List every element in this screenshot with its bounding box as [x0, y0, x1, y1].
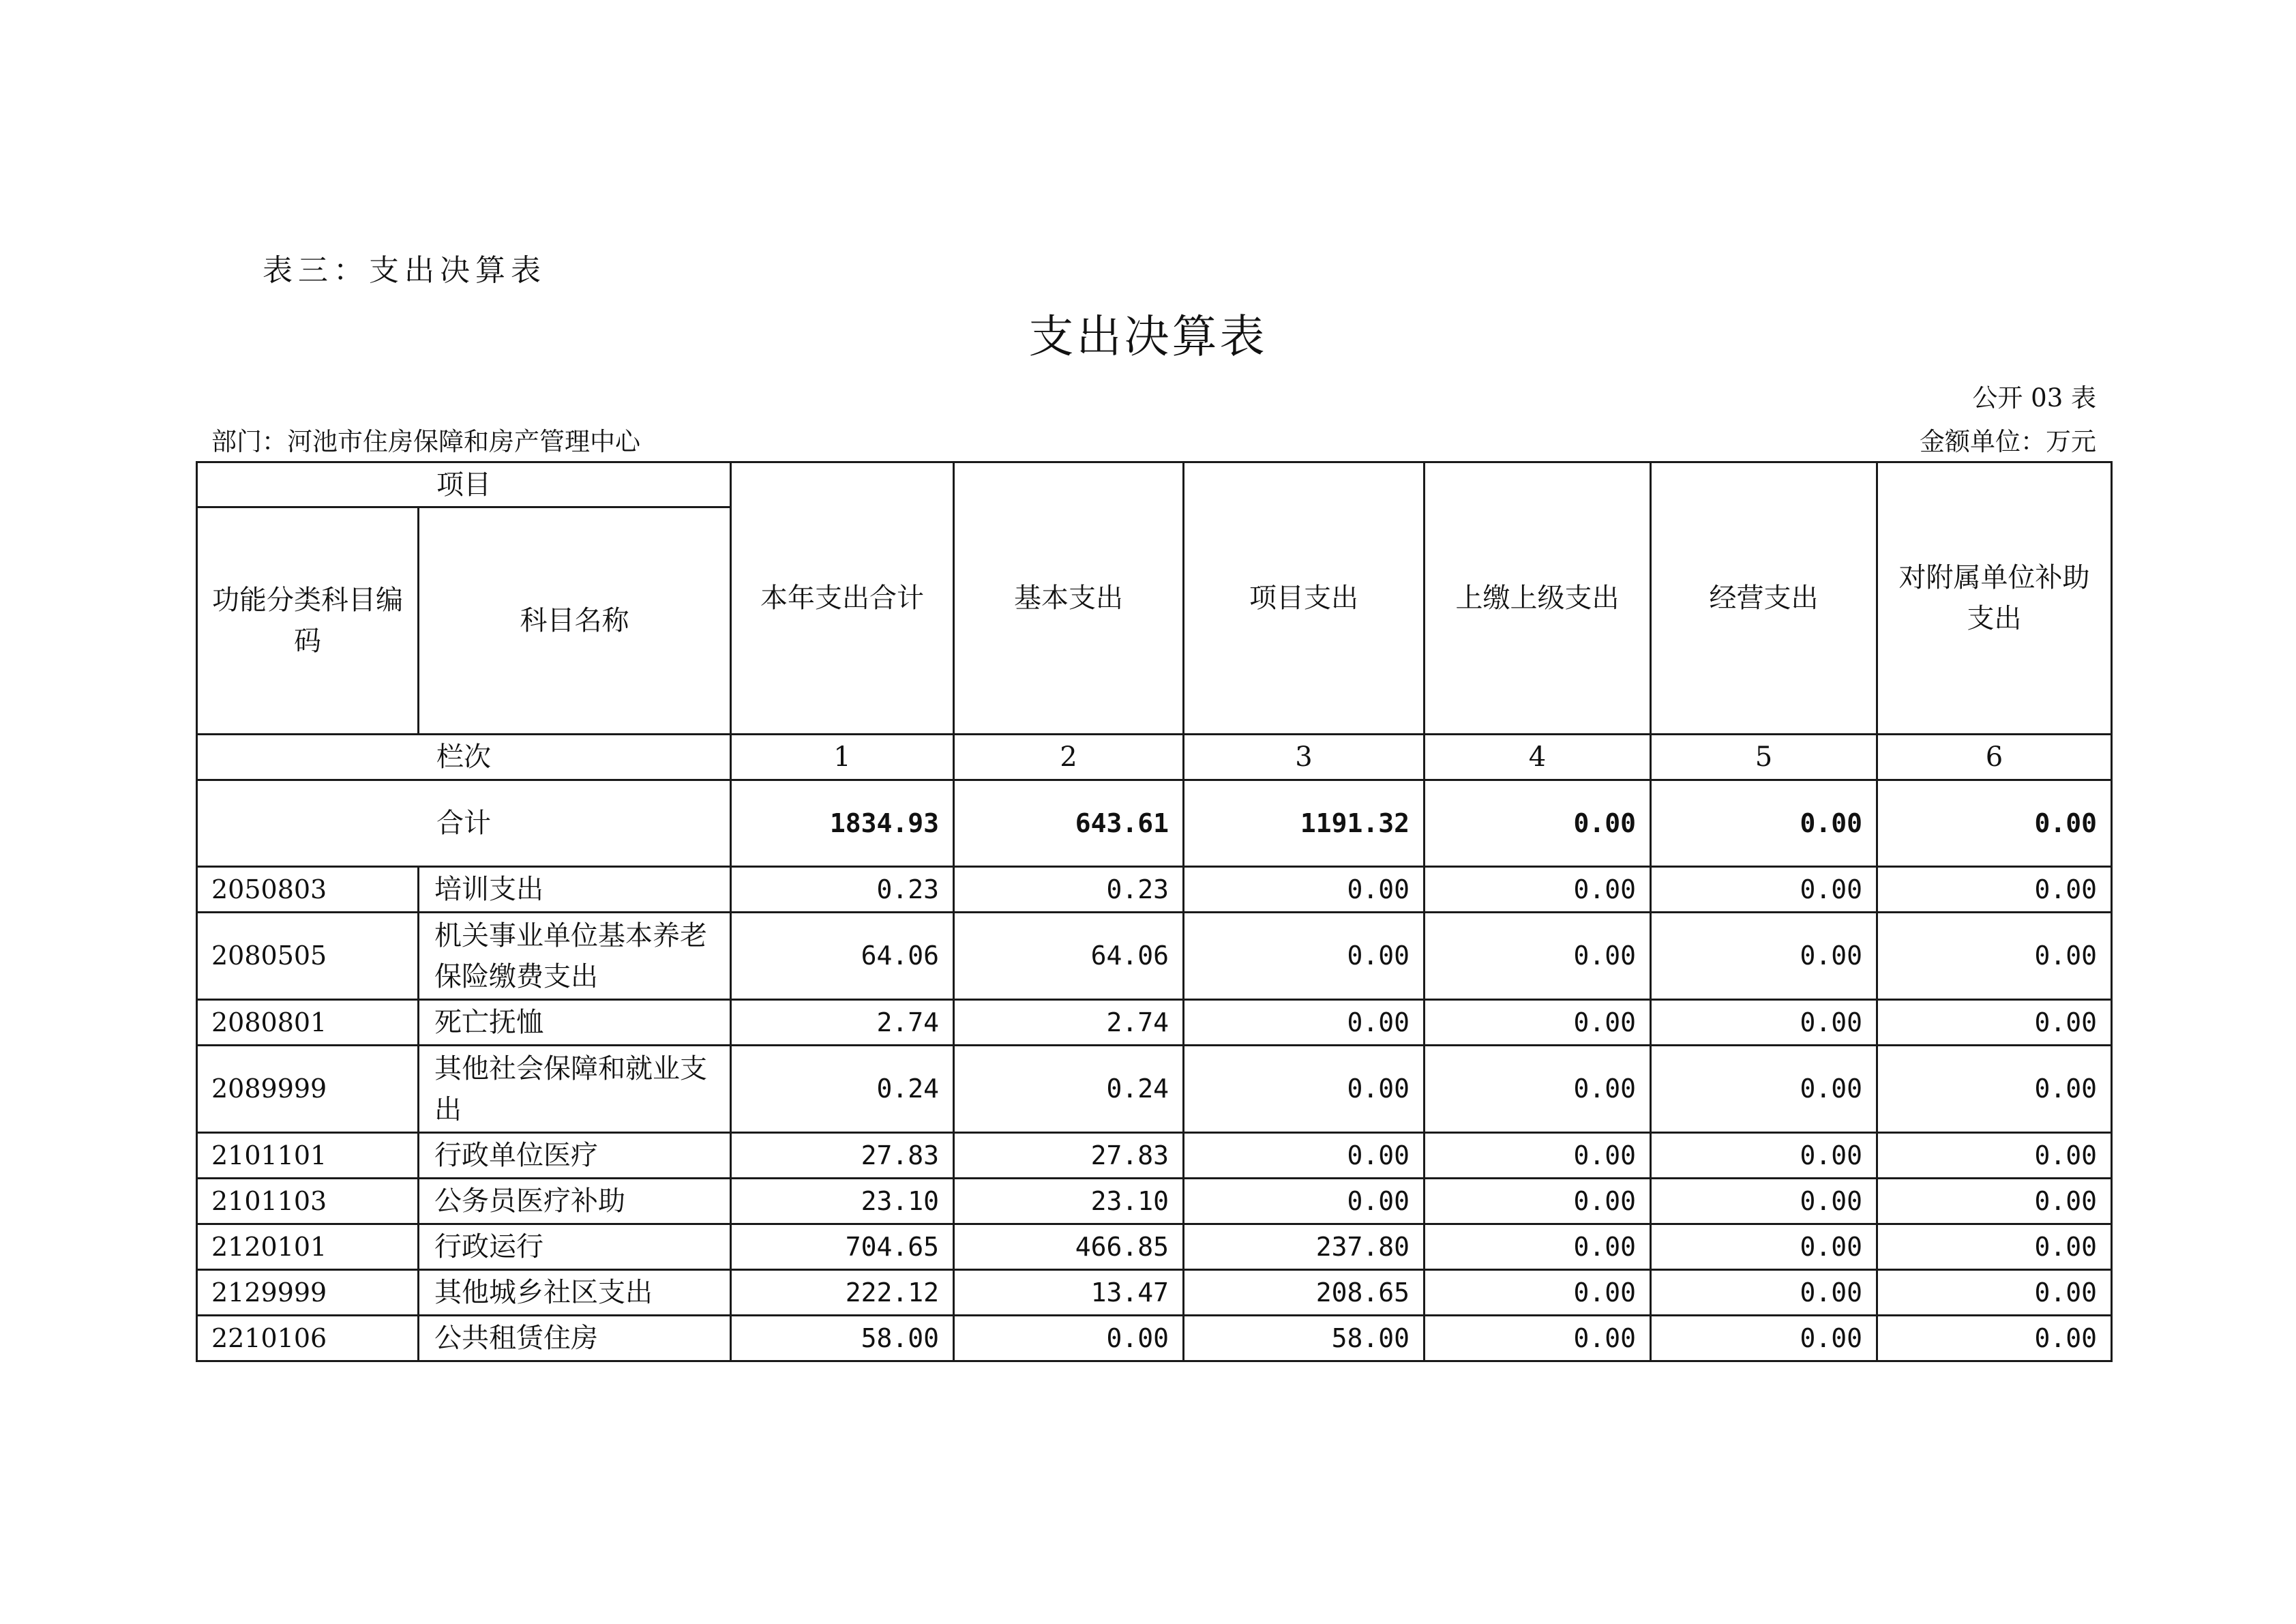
amount-cell: 27.83 [954, 1133, 1184, 1179]
amount-unit-label: 金额单位：万元 [1920, 427, 2096, 456]
amount-cell: 0.00 [1184, 867, 1425, 913]
column-index: 3 [1184, 735, 1425, 780]
account-name: 行政单位医疗 [419, 1133, 731, 1179]
header-code: 功能分类科目编码 [197, 507, 419, 735]
amount-cell: 23.10 [954, 1179, 1184, 1224]
amount-cell: 0.24 [954, 1046, 1184, 1133]
amount-cell: 0.00 [1651, 1133, 1877, 1179]
amount-cell: 23.10 [731, 1179, 954, 1224]
account-code: 2080801 [197, 1000, 419, 1046]
amount-cell: 0.00 [1425, 867, 1651, 913]
amount-cell: 0.23 [954, 867, 1184, 913]
amount-cell: 13.47 [954, 1270, 1184, 1316]
amount-cell: 0.00 [1877, 1179, 2112, 1224]
total-value: 1191.32 [1184, 780, 1425, 867]
account-code: 2050803 [197, 867, 419, 913]
amount-cell: 0.00 [1877, 1224, 2112, 1270]
amount-cell: 0.00 [1425, 1224, 1651, 1270]
amount-cell: 64.06 [954, 913, 1184, 1000]
account-code: 2089999 [197, 1046, 419, 1133]
page-title: 支出决算表 [1028, 310, 1268, 363]
table-row [197, 913, 2112, 1000]
total-value: 0.00 [1877, 780, 2112, 867]
table-row [197, 1000, 2112, 1046]
amount-cell: 2.74 [954, 1000, 1184, 1046]
amount-cell: 2.74 [731, 1000, 954, 1046]
header-item: 项目 [197, 462, 731, 507]
account-name: 行政运行 [419, 1224, 731, 1270]
table-row [197, 1316, 2112, 1361]
amount-cell: 0.00 [1651, 1270, 1877, 1316]
amount-cell: 0.00 [1877, 1133, 2112, 1179]
table-row [197, 1224, 2112, 1270]
header-basic: 基本支出 [954, 462, 1184, 735]
header-project: 项目支出 [1184, 462, 1425, 735]
account-name: 培训支出 [419, 867, 731, 913]
column-index: 6 [1877, 735, 2112, 780]
amount-cell: 0.00 [1425, 1133, 1651, 1179]
column-index: 1 [731, 735, 954, 780]
amount-cell: 0.24 [731, 1046, 954, 1133]
amount-cell: 64.06 [731, 913, 954, 1000]
account-name: 其他城乡社区支出 [419, 1270, 731, 1316]
amount-cell: 0.00 [1425, 1316, 1651, 1361]
table-row [197, 867, 2112, 913]
header-subsidy: 对附属单位补助支出 [1877, 462, 2112, 735]
amount-cell: 0.00 [1184, 1046, 1425, 1133]
amount-cell: 0.00 [1425, 1270, 1651, 1316]
amount-cell: 27.83 [731, 1133, 954, 1179]
amount-cell: 0.00 [1425, 1046, 1651, 1133]
total-value: 643.61 [954, 780, 1184, 867]
amount-cell: 0.00 [1425, 1000, 1651, 1046]
header-total: 本年支出合计 [731, 462, 954, 735]
amount-cell: 0.00 [1877, 913, 2112, 1000]
account-name: 机关事业单位基本养老保险缴费支出 [419, 913, 731, 1000]
column-index: 4 [1425, 735, 1651, 780]
table-row [197, 1179, 2112, 1224]
amount-cell: 0.00 [1184, 913, 1425, 1000]
amount-cell: 0.23 [731, 867, 954, 913]
amount-cell: 58.00 [731, 1316, 954, 1361]
amount-cell: 237.80 [1184, 1224, 1425, 1270]
account-code: 2120101 [197, 1224, 419, 1270]
account-name: 公共租赁住房 [419, 1316, 731, 1361]
amount-cell: 0.00 [1425, 913, 1651, 1000]
amount-cell: 0.00 [1651, 1224, 1877, 1270]
account-code: 2101103 [197, 1179, 419, 1224]
total-value: 0.00 [1425, 780, 1651, 867]
amount-cell: 0.00 [1425, 1179, 1651, 1224]
header-name: 科目名称 [419, 507, 731, 735]
amount-cell: 0.00 [1184, 1133, 1425, 1179]
table-caption: 表三：支出决算表 [263, 253, 546, 288]
total-label: 合计 [197, 780, 731, 867]
account-code: 2210106 [197, 1316, 419, 1361]
account-name: 死亡抚恤 [419, 1000, 731, 1046]
amount-cell: 0.00 [1877, 1046, 2112, 1133]
column-index-label: 栏次 [197, 735, 731, 780]
column-index: 5 [1651, 735, 1877, 780]
amount-cell: 0.00 [1651, 1046, 1877, 1133]
account-code: 2101101 [197, 1133, 419, 1179]
amount-cell: 0.00 [1877, 1270, 2112, 1316]
amount-cell: 0.00 [1651, 1316, 1877, 1361]
header-business: 经营支出 [1651, 462, 1877, 735]
total-row [197, 780, 2112, 867]
table-row [197, 1270, 2112, 1316]
amount-cell: 704.65 [731, 1224, 954, 1270]
amount-cell: 0.00 [1877, 867, 2112, 913]
amount-cell: 0.00 [1651, 1000, 1877, 1046]
expenditure-table [196, 461, 2113, 1362]
account-code: 2129999 [197, 1270, 419, 1316]
table-row [197, 1133, 2112, 1179]
account-name: 公务员医疗补助 [419, 1179, 731, 1224]
amount-cell: 208.65 [1184, 1270, 1425, 1316]
amount-cell: 0.00 [1651, 867, 1877, 913]
total-value: 0.00 [1651, 780, 1877, 867]
form-number: 公开 03 表 [1972, 383, 2096, 413]
amount-cell: 222.12 [731, 1270, 954, 1316]
total-value: 1834.93 [731, 780, 954, 867]
amount-cell: 58.00 [1184, 1316, 1425, 1361]
amount-cell: 0.00 [1651, 913, 1877, 1000]
account-code: 2080505 [197, 913, 419, 1000]
column-index: 2 [954, 735, 1184, 780]
table-row [197, 1046, 2112, 1133]
account-name: 其他社会保障和就业支出 [419, 1046, 731, 1133]
department-label: 部门：河池市住房保障和房产管理中心 [211, 427, 640, 456]
amount-cell: 466.85 [954, 1224, 1184, 1270]
header-upper: 上缴上级支出 [1425, 462, 1651, 735]
amount-cell: 0.00 [1877, 1316, 2112, 1361]
amount-cell: 0.00 [1651, 1179, 1877, 1224]
amount-cell: 0.00 [954, 1316, 1184, 1361]
amount-cell: 0.00 [1184, 1179, 1425, 1224]
amount-cell: 0.00 [1184, 1000, 1425, 1046]
amount-cell: 0.00 [1877, 1000, 2112, 1046]
